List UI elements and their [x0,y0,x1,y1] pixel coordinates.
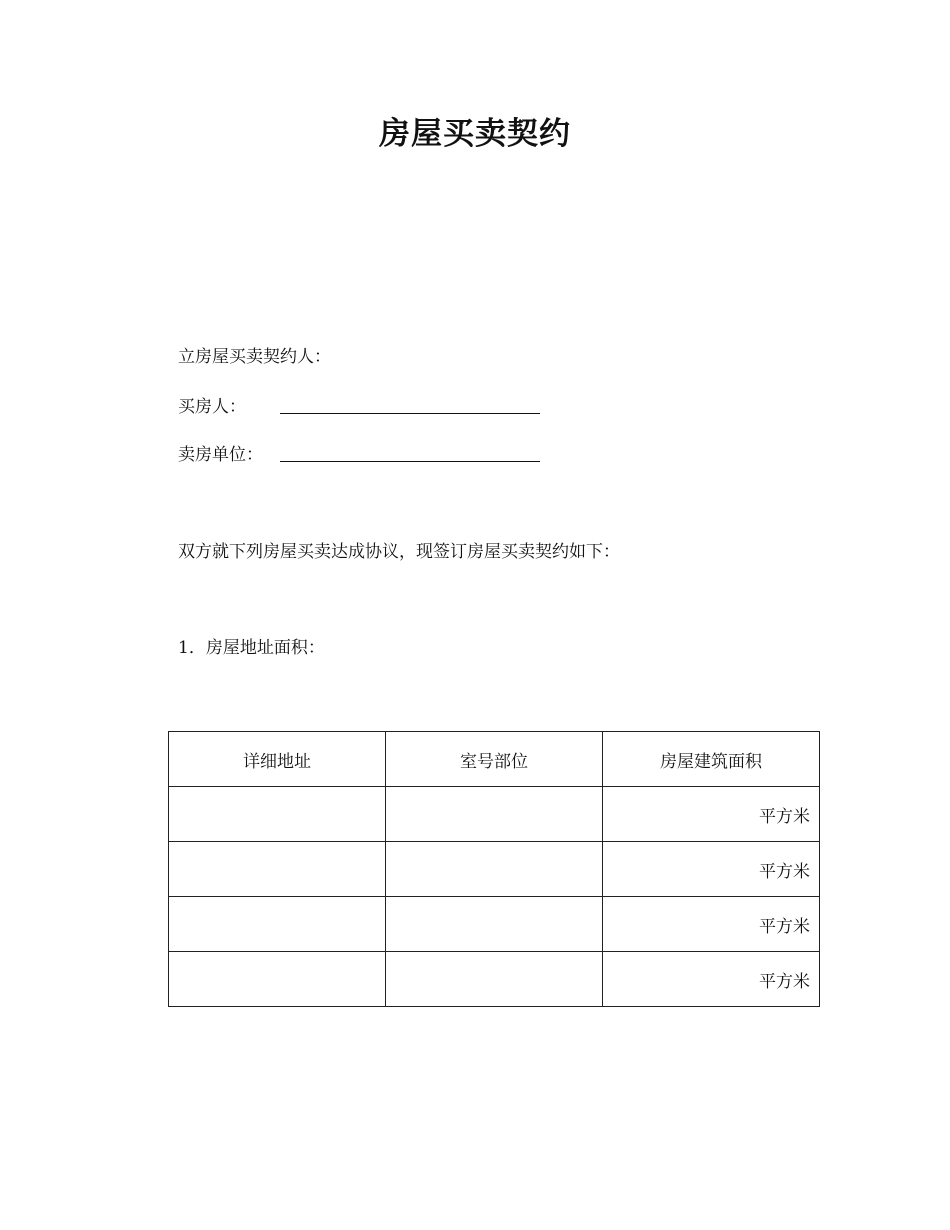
property-area-table [168,731,820,1007]
section1-heading: 1．房屋地址面积： [178,638,325,658]
table-header-row [169,732,820,787]
area-cell[interactable]: 平方米 [603,897,820,952]
document-title: 房屋买卖契约 [379,116,571,152]
address-cell[interactable] [169,897,386,952]
address-cell[interactable] [169,842,386,897]
room-cell[interactable] [386,897,603,952]
table-row [169,952,820,1007]
agreement-sentence: 双方就下列房屋买卖达成协议，现签订房屋买卖契约如下： [178,542,620,562]
parties-heading: 立房屋买卖契约人： [178,347,331,367]
buyer-blank-field[interactable] [280,413,540,414]
header-building-area: 房屋建筑面积 [603,732,820,787]
seller-blank-field[interactable] [280,461,540,462]
buyer-line [178,395,278,419]
address-cell[interactable] [169,787,386,842]
buyer-label: 买房人： [178,397,246,417]
area-cell[interactable]: 平方米 [603,842,820,897]
table-row [169,787,820,842]
table-row [169,897,820,952]
header-detailed-address: 详细地址 [169,732,386,787]
area-cell[interactable]: 平方米 [603,952,820,1007]
seller-label: 卖房单位： [178,445,263,465]
room-cell[interactable] [386,952,603,1007]
header-room-location: 室号部位 [386,732,603,787]
room-cell[interactable] [386,787,603,842]
table-row [169,842,820,897]
area-cell[interactable]: 平方米 [603,787,820,842]
address-cell[interactable] [169,952,386,1007]
seller-line [178,443,278,467]
room-cell[interactable] [386,842,603,897]
